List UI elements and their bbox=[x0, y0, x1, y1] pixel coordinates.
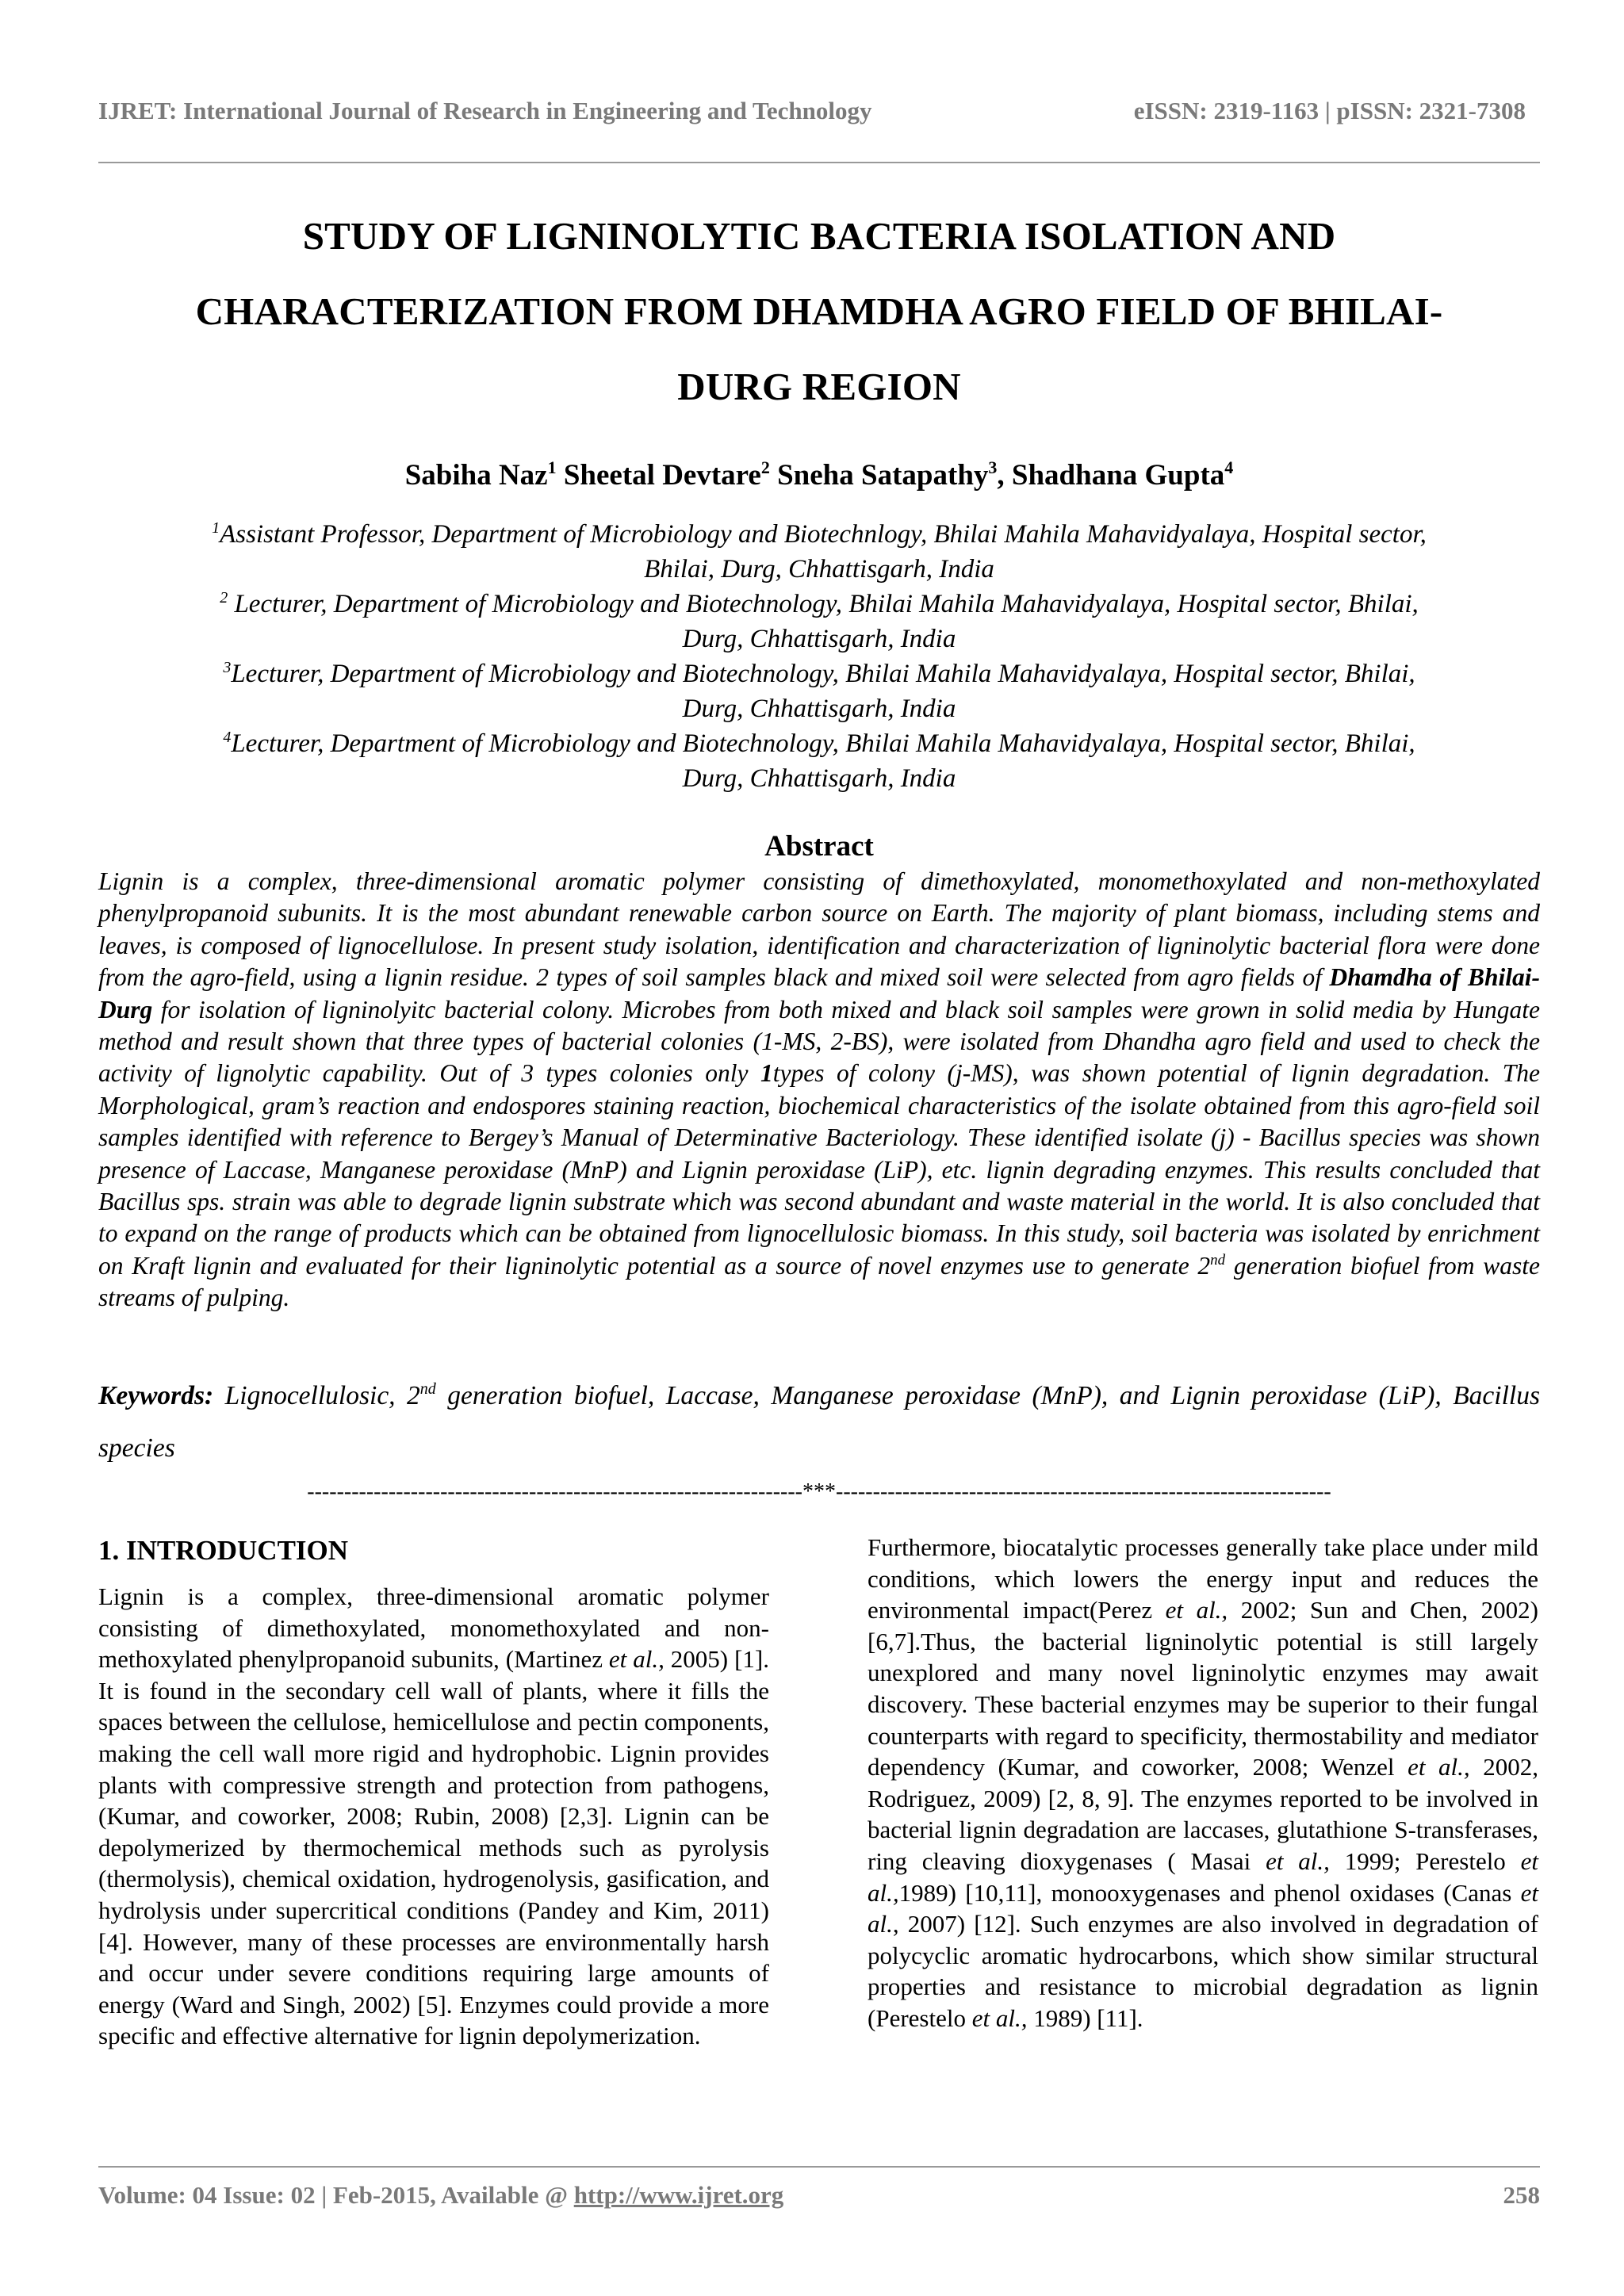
keywords: Keywords: Lignocellulosic, 2nd generation biofuel, Laccase, Manganese peroxidase (MnP), and Lignin peroxidase (LiP), Bacillus species bbox=[98, 1380, 1540, 1463]
title-line: DURG REGION bbox=[677, 365, 961, 408]
author-sup: 1 bbox=[547, 457, 557, 477]
intro-paragraph-left: Lignin is a complex, three-dimensional aromatic polymer consisting of dimethoxylated, monomethoxylated and non-methoxylated phenylpropanoid subunits, (Martinez et al., 2005) [1]. It is found in the secondary cell wall of plants, where it fills the spaces between the cellulose, hemicellulose and pectin components, making the cell wall more rigid and hydrophobic. Lignin provides plants with compressive strength and protection from pathogens, (Kumar, and coworker, 2008; Rubin, 2008) [2,3]. Lignin can be depolymerized by thermochemical methods such as pyrolysis (thermolysis), chemical oxidation, hydrogenolysis, gasification, and hydrolysis under supercritical conditions (Pandey and Kim, 2011) [4]. However, many of these processes are environmentally harsh and occur under severe conditions requiring large amounts of energy (Ward and Singh, 2002) [5]. Enzymes could provide a more specific and effective alternative for lignin depolymerization. bbox=[98, 1582, 769, 2050]
affil-line: Assistant Professor, Department of Microbiology and Biotechnlogy, Bhilai Mahila Mahavidyalaya, Hospital sector, bbox=[220, 520, 1427, 549]
abstract-text: Lignin is a complex, three-dimensional aromatic polymer consisting of dimethoxylated, monomethoxylated and non-methoxylated phenylpropanoid subunits. It is the most abundant renewable carbon source on Earth. The majority of plant biomass, including stems and leaves, is composed of lignocellulose. In present study isolation, identification and characterization of ligninolytic bacterial flora were done from the agro-field, using a lignin residue. 2 types of soil samples black and mixed soil were selected from agro fields of Dhamdha of Bhilai-Durg for isolation of ligninolyitc bacterial colony. Microbes from both mixed and black soil samples were grown in solid media by Hungate method and result shown that three types of bacterial colonies (1-MS, 2-BS), were isolated from Dhandha agro field and used to check the activity of lignolytic capability. Out of 3 types colonies only 1types of colony (j-MS), was shown potential of lignin degradation. The Morphological, gram’s reaction and endospores staining reaction, biochemical characteristics of the isolate obtained from this agro-field soil samples identified with reference to Bergey’s Manual of Determinative Bacteriology. These identified isolate (j) - Bacillus species was shown presence of Laccase, Manganese peroxidase (MnP) and Lignin peroxidase (LiP), etc. lignin degrading enzymes. This results concluded that Bacillus sps. strain was able to degrade lignin substrate which was second abundant and waste material in the world. It is also concluded that to expand on the range of products which can be obtained from lignocellulosic biomass. In this study, soil bacteria was isolated by enrichment on Kraft lignin and evaluated for their ligninolytic potential as a source of novel enzymes use to generate 2nd generation biofuel from waste streams of pulping. bbox=[98, 867, 1540, 1312]
affiliation bbox=[98, 517, 1540, 587]
column-right bbox=[868, 1532, 1538, 2034]
affil-line: Durg, Chhattisgarh, India bbox=[682, 625, 956, 653]
issn: eISSN: 2319-1163 | pISSN: 2321-7308 bbox=[1133, 97, 1526, 124]
affil-line: Lecturer, Department of Microbiology and Biotechnology, Bhilai Mahila Mahavidyalaya, Hospital sector, Bhilai, bbox=[228, 590, 1419, 618]
author-name: Sneha Satapathy bbox=[777, 459, 989, 492]
affil-sup: 2 bbox=[220, 589, 228, 607]
affil-line: Lecturer, Department of Microbiology and Biotechnology, Bhilai Mahila Mahavidyalaya, Hospital sector, Bhilai, bbox=[231, 660, 1415, 688]
affil-sup: 1 bbox=[212, 519, 220, 537]
author-name: Sheetal Devtare bbox=[563, 459, 761, 492]
affil-sup: 4 bbox=[223, 729, 232, 746]
header-rule bbox=[98, 162, 1540, 163]
section-divider: -------------------------------------------------------------------***------------------------------------------------------------------- bbox=[307, 1479, 1331, 1504]
author-sup: 4 bbox=[1224, 457, 1234, 477]
affiliation bbox=[98, 587, 1540, 656]
divider-stars: *** bbox=[802, 1479, 836, 1504]
footer-rule bbox=[98, 2166, 1540, 2168]
paper-title bbox=[98, 198, 1540, 424]
author-name: Sabiha Naz bbox=[404, 459, 548, 492]
affil-line: Bhilai, Durg, Chhattisgarh, India bbox=[644, 555, 994, 584]
author-list: Sabiha Naz$^1$ Sheetal Devtare$^2$ Sneha Satapathy$^3$, Shadhana Gupta$^4$ bbox=[404, 457, 1234, 492]
intro-paragraph-right: Furthermore, biocatalytic processes generally take place under mild conditions, which lowers the energy input and reduces the environmental impact(Perez et al., 2002; Sun and Chen, 2002) [6,7].Thus, the bacterial ligninolytic potential is still largely unexplored and many novel ligninolytic enzymes may await discovery. These bacterial enzymes may be superior to their fungal counterparts with regard to specificity, thermostability and mediator dependency (Kumar, and coworker, 2008; Wenzel et al., 2002, Rodriguez, 2009) [2, 8, 9]. The enzymes reported to be involved in bacterial lignin degradation are laccases, glutathione S-transferases, ring cleaving dioxygenases ( Masai et al., 1999; Perestelo et al.,1989) [10,11], monooxygenases and phenol oxidases (Canas et al., 2007) [12]. Such enzymes are also involved in degradation of polycyclic aromatic hydrocarbons, which show similar structural properties and resistance to microbial degradation as lignin (Perestelo et al., 1989) [11]. bbox=[868, 1533, 1538, 2032]
page-number: 258 bbox=[1503, 2181, 1540, 2209]
abstract-heading: Abstract bbox=[764, 830, 874, 863]
author-sup: 2 bbox=[760, 457, 770, 477]
journal-name: IJRET: International Journal of Research in Engineering and Technology bbox=[98, 97, 872, 124]
column-left bbox=[98, 1532, 769, 2052]
author-name: Shadhana Gupta bbox=[1011, 459, 1225, 492]
affiliation bbox=[98, 726, 1540, 796]
footer-volume: Volume: 04 Issue: 02 | Feb-2015, Available @ bbox=[98, 2181, 574, 2209]
abstract-bold-number: 1 bbox=[760, 1059, 773, 1088]
affil-line: Durg, Chhattisgarh, India bbox=[682, 764, 956, 793]
affil-line: Durg, Chhattisgarh, India bbox=[682, 695, 956, 723]
affiliation bbox=[98, 656, 1540, 726]
abstract-bold-location: Dhamdha of Bhilai-Durg bbox=[98, 963, 1540, 1024]
affil-line: Lecturer, Department of Microbiology and Biotechnology, Bhilai Mahila Mahavidyalaya, Hospital sector, Bhilai, bbox=[231, 729, 1415, 758]
affil-sup: 3 bbox=[223, 659, 232, 676]
title-line: STUDY OF LIGNINOLYTIC BACTERIA ISOLATION AND bbox=[302, 214, 1336, 258]
title-line: CHARACTERIZATION FROM DHAMDHA AGRO FIELD OF BHILAI- bbox=[195, 289, 1443, 333]
keywords-label: Keywords: bbox=[98, 1381, 214, 1410]
journal-link[interactable]: http://www.ijret.org bbox=[573, 2181, 784, 2209]
affiliations bbox=[98, 517, 1540, 796]
section-heading-introduction: 1. INTRODUCTION bbox=[98, 1535, 349, 1566]
author-sup: 3 bbox=[988, 457, 998, 477]
